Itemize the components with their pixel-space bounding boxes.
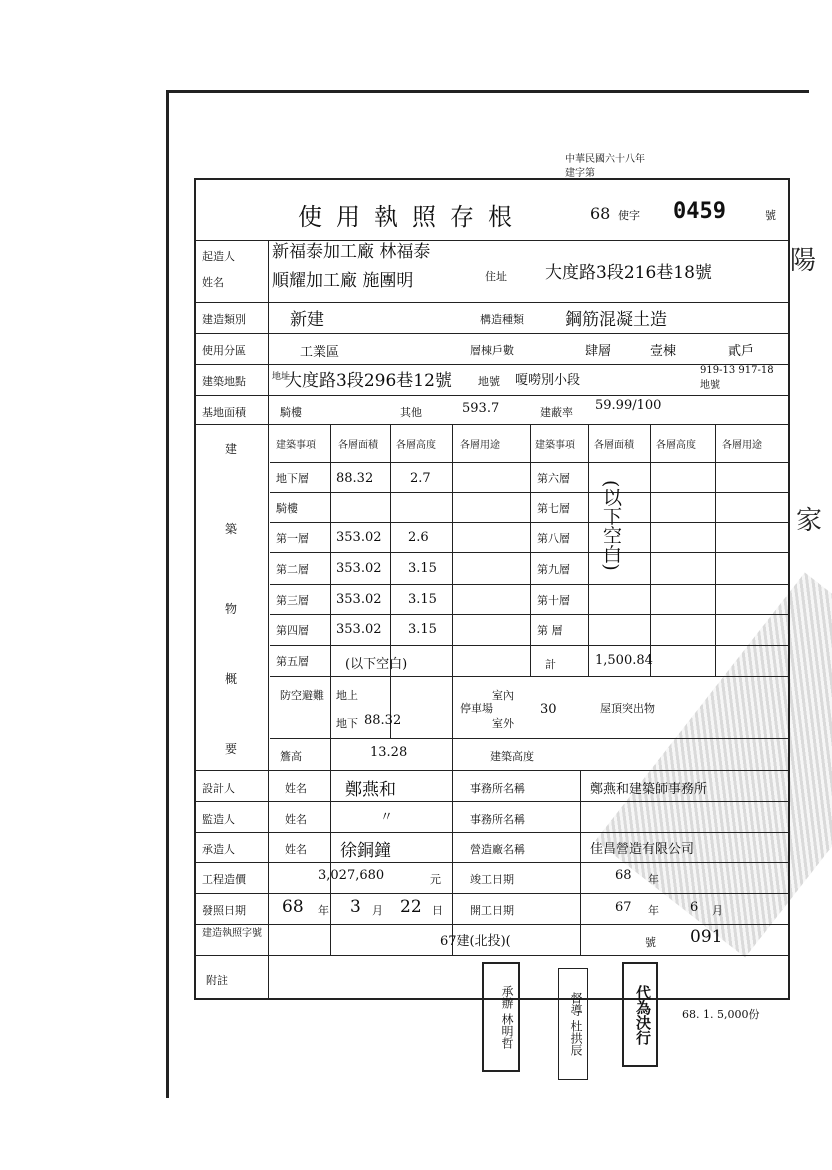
form-title: 使用執照存根 [298,203,526,231]
col-area-2: 各層面積 [594,440,634,451]
row-f8: 第八層 [537,532,570,545]
row-f6: 第六層 [537,472,570,485]
label-designer: 設計人 [202,782,235,795]
number-prefix: 使字 [618,209,640,222]
permit-value: 67建(北投)( [440,934,511,949]
f2-height: 3.15 [408,561,437,576]
label-remarks: 附註 [206,974,228,987]
col-height: 各層高度 [396,440,436,451]
completion-year: 68 [615,868,632,883]
edge-char: 家 [796,506,823,536]
label-indoor: 室內 [492,689,514,702]
stamp-supervisor: 督導 杜拱辰 [558,968,588,1080]
row-f9: 第九層 [537,563,570,576]
col-height-2: 各層高度 [656,440,696,451]
issue-day: 22 [400,897,422,917]
label-bldg-height: 建築高度 [490,750,534,763]
row-f5: 第五層 [276,655,309,668]
basement-height: 2.7 [410,471,431,486]
label-issue-date: 發照日期 [202,904,246,917]
eave-height-value: 13.28 [370,745,408,760]
label-cost: 工程造價 [202,873,246,886]
label-site: 建築地點 [202,375,246,388]
row-arcade: 騎樓 [276,502,298,515]
label-start: 開工日期 [470,904,514,917]
label-start-year: 年 [648,904,659,917]
issue-month: 3 [350,897,361,917]
label-start-month: 月 [712,904,723,917]
label-site-address: 地址 [272,372,291,382]
bldgs-value: 壹棟 [650,344,677,359]
label-issue-day: 日 [432,904,443,917]
row-f2: 第二層 [276,563,309,576]
label-supervisor-name: 姓名 [285,813,307,826]
label-category: 建造類別 [202,313,246,326]
label-parking: 停車場 [460,702,493,715]
label-arcade: 騎樓 [280,406,302,419]
label-overview-2: 築 [225,522,238,536]
start-month: 6 [690,900,699,915]
f3-area: 353.02 [336,592,382,607]
f2-area: 353.02 [336,561,382,576]
category-value: 新建 [290,310,324,330]
builder-1: 新福泰加工廠 林福泰 [272,242,431,262]
label-coverage: 建蔽率 [540,406,573,419]
col-area: 各層面積 [338,440,378,451]
label-designer-office: 事務所名稱 [470,782,525,795]
label-supervisor: 監造人 [202,813,235,826]
issue-year: 68 [282,897,304,917]
supervisor-value: 〃 [380,810,394,825]
row-fn: 第 層 [537,624,563,637]
permit-number-value: 091 [690,927,723,947]
label-zone: 使用分區 [202,344,246,357]
label-site-area: 基地面積 [202,406,246,419]
label-completion: 竣工日期 [470,873,514,886]
builder-address: 大度路3段216巷18號 [545,263,712,283]
basement-area: 88.32 [336,471,374,486]
stamp-clerk: 承辦 林明哲 [482,962,520,1072]
label-supervisor-office: 事務所名稱 [470,813,525,826]
lot-value: 嗄嘮別小段 [515,373,581,388]
f4-area: 353.02 [336,622,382,637]
number-suffix: 號 [765,209,776,222]
label-overview-4: 概 [225,672,238,686]
contractor-value: 徐銅鐘 [340,841,391,861]
col-use-2: 各層用途 [722,440,762,451]
label-roof: 屋頂突出物 [600,702,655,715]
f1-area: 353.02 [336,530,382,545]
parking-outdoor-value: 30 [540,702,557,717]
label-firm-name: 營造廠名稱 [470,843,525,856]
builder-2: 順耀加工廠 施團明 [272,271,414,291]
label-address: 住址 [485,270,507,283]
zone-value: 工業區 [300,345,340,360]
label-outdoor: 室外 [492,717,514,730]
start-year: 67 [615,900,632,915]
designer-value: 鄭燕和 [345,780,396,800]
label-above: 地上 [336,689,358,702]
label-overview-3: 物 [225,602,238,616]
cost-value: 3,027,680 [318,868,385,883]
f3-height: 3.15 [408,592,437,607]
label-issue-year: 年 [318,904,329,917]
label-floors-units: 層棟戶數 [470,344,514,357]
label-name: 姓名 [202,276,224,289]
f5-note: (以下空白) [345,657,408,672]
print-note: 68. 1. 5,000份 [682,1008,760,1021]
form-year: 68 [590,204,611,223]
row-f3: 第三層 [276,594,309,607]
f4-height: 3.15 [408,622,437,637]
shelter-below-value: 88.32 [364,713,402,728]
label-overview-5: 要 [225,742,238,756]
label-shelter: 防空避難 [280,689,324,702]
permit-number: 0459 [673,199,726,224]
label-total: 計 [545,658,556,671]
header-line-2: 建字第 [565,168,595,179]
label-eave-height: 簷高 [280,750,302,763]
label-other: 其他 [400,406,422,419]
coverage-value: 59.99/100 [595,398,662,413]
label-designer-name: 姓名 [285,782,307,795]
col-item: 建築事項 [276,440,316,451]
col-use: 各層用途 [460,440,500,451]
upper-floors-note: (以下空白) [600,480,622,571]
label-builder: 起造人 [202,250,235,263]
edge-char: 陽 [790,246,817,276]
label-yuan: 元 [430,873,441,886]
label-lot: 地號 [478,375,500,388]
other-area-value: 593.7 [462,401,500,416]
header-line-1: 中華民國六十八年 [565,154,645,165]
label-issue-month: 月 [372,904,383,917]
row-basement: 地下層 [276,472,309,485]
row-f10: 第十層 [537,594,570,607]
lot-numbers: 919-13 917-18地號 [700,365,774,391]
label-overview-1: 建 [225,442,238,456]
label-hao: 號 [645,936,656,949]
units-value: 貳戶 [728,344,755,359]
contractor-firm-value: 佳昌營造有限公司 [590,842,695,857]
stamp-approved: 代為決行 [622,962,658,1067]
label-permit-no: 建造執照字號 [202,928,262,939]
f1-height: 2.6 [408,530,429,545]
row-f4: 第四層 [276,624,309,637]
row-f1: 第一層 [276,532,309,545]
label-below: 地下 [336,717,358,730]
floors-value: 肆層 [585,344,612,359]
label-contractor: 承造人 [202,843,235,856]
designer-firm-value: 鄭燕和建築師事務所 [590,782,708,797]
label-structure: 構造種類 [480,313,524,326]
col-item-2: 建築事項 [535,440,575,451]
label-contractor-name: 姓名 [285,843,307,856]
row-f7: 第七層 [537,502,570,515]
site-address-value: 大度路3段296巷12號 [285,371,452,391]
structure-value: 鋼筋混凝土造 [565,310,667,330]
total-value: 1,500.84 [595,653,653,668]
label-comp-year: 年 [648,873,659,886]
